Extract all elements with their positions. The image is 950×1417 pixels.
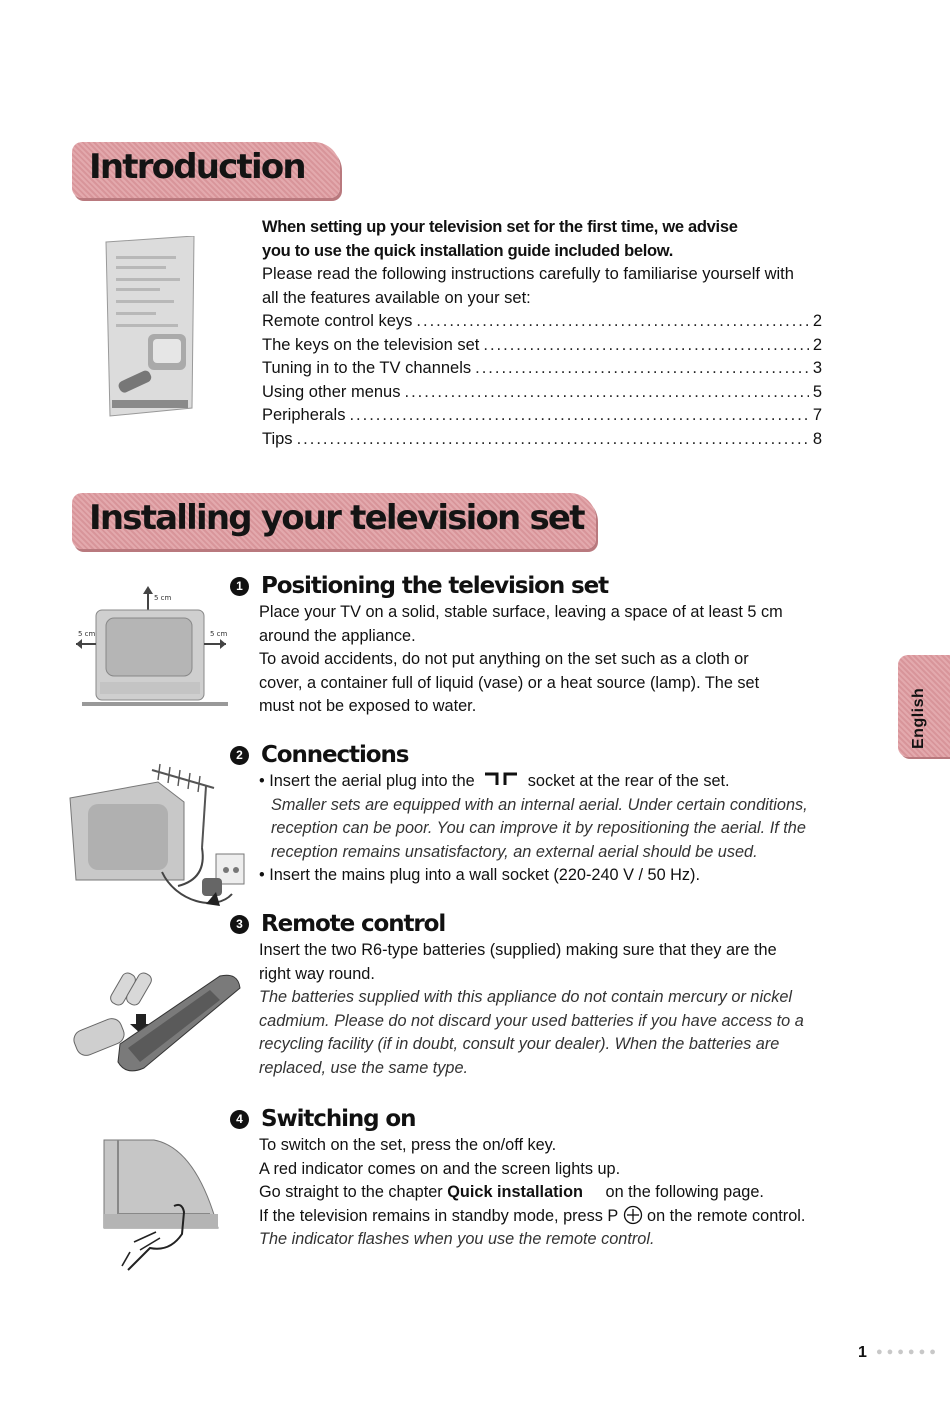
toc-label: Tuning in to the TV channels: [262, 359, 472, 377]
body-text: on the following page.: [605, 1183, 764, 1201]
toc-leader-dots: [475, 357, 809, 381]
italic-note-line: reception remains unsatisfactory, an external aerial should be used.: [271, 842, 758, 861]
body-line: Place your TV on a solid, stable surface, leaving a space of at least 5 cm: [259, 603, 783, 621]
body-line: around the appliance.: [259, 626, 416, 645]
toc-label: The keys on the television set: [262, 335, 480, 354]
italic-note-line: replaced, use the same type.: [259, 1058, 469, 1077]
body-line: To switch on the set, press the on/off key.: [259, 1136, 557, 1154]
toc-page: 7: [812, 406, 822, 424]
section-remote-control: [230, 909, 830, 1080]
toc-page: 3: [812, 359, 822, 377]
section-title-installing: Installing your television set: [89, 498, 584, 538]
bullet-text: • Insert the aerial plug into the: [259, 772, 475, 790]
section-positioning: [230, 571, 830, 719]
toc-label: Tips: [262, 429, 293, 448]
toc-label: Peripherals: [262, 406, 346, 424]
power-button-hand-illustration: [100, 1138, 224, 1272]
section-heading: Switching on: [261, 1106, 416, 1132]
bullet-aerial: [259, 770, 830, 794]
aerial-socket-icon: [483, 771, 519, 787]
intro-paragraph-line: all the features available on your set:: [262, 288, 531, 307]
bullet-text: socket at the rear of the set.: [527, 772, 730, 790]
bullet-mains: • Insert the mains plug into a wall socket (220-240 V / 50 Hz).: [259, 866, 700, 884]
language-tab-label: English: [910, 687, 927, 749]
italic-note-line: cadmium. Please do not discard your used batteries if you have access to a: [259, 1011, 804, 1030]
toc-label: Using other menus: [262, 382, 401, 401]
toc-entry: [262, 428, 822, 452]
section-switching-on: [230, 1104, 830, 1252]
body-line: A red indicator comes on and the screen lights up.: [259, 1159, 621, 1178]
clearance-label: 5 cm: [210, 630, 228, 638]
toc-leader-dots: [349, 404, 808, 428]
section-connections: [230, 740, 830, 888]
quick-guide-booklet-illustration: [104, 236, 199, 418]
body-line: must not be exposed to water.: [259, 697, 477, 715]
body-text: on the remote control.: [647, 1206, 806, 1225]
body-line: To avoid accidents, do not put anything on the set such as a cloth or: [259, 650, 749, 668]
page-number-dots: ●●●●●●: [876, 1346, 940, 1358]
toc-entry: [262, 334, 822, 358]
step-number-badge: 4: [230, 1110, 249, 1129]
toc-page: 8: [812, 429, 822, 448]
language-tab: [898, 655, 950, 757]
section-heading: Remote control: [261, 911, 446, 937]
intro-paragraph-line: Please read the following instructions carefully to familiarise yourself with: [262, 265, 794, 283]
remote-batteries-illustration: [70, 962, 246, 1078]
body-text: Go straight to the chapter: [259, 1183, 443, 1201]
body-line: cover, a container full of liquid (vase) or a heat source (lamp). The set: [259, 673, 760, 692]
section-heading: Positioning the television set: [261, 573, 608, 599]
toc-list: [262, 310, 822, 451]
italic-note-line: Smaller sets are equipped with an internal aerial. Under certain conditions,: [271, 795, 808, 814]
introduction-text: [262, 216, 822, 451]
intro-lead-line: you to use the quick installation guide included below.: [262, 241, 674, 260]
toc-leader-dots: [416, 310, 808, 334]
step-number-badge: 2: [230, 746, 249, 765]
installing-banner: [72, 493, 596, 549]
toc-page: 2: [812, 335, 822, 354]
toc-leader-dots: [405, 381, 809, 405]
clearance-label: 5 cm: [78, 630, 96, 638]
toc-entry: [262, 381, 822, 405]
section-title-introduction: Introduction: [89, 147, 305, 187]
italic-note-line: recycling facility (if in doubt, consult your dealer). When the batteries are: [259, 1035, 780, 1053]
standby-button-icon: [623, 1205, 643, 1225]
toc-label: Remote control keys: [262, 312, 413, 330]
introduction-banner: [72, 142, 340, 198]
body-line: right way round.: [259, 964, 375, 983]
quick-installation-reference: Quick installation: [447, 1183, 583, 1201]
toc-leader-dots: [483, 334, 808, 358]
body-line: Insert the two R6-type batteries (supplied) making sure that they are the: [259, 941, 777, 959]
italic-note-line: The batteries supplied with this appliance do not contain mercury or nickel: [259, 988, 793, 1006]
toc-entry: [262, 404, 822, 428]
page-number: 1: [858, 1344, 867, 1361]
tv-connections-illustration: [66, 752, 252, 914]
step-number-badge: 3: [230, 915, 249, 934]
toc-page: 2: [812, 312, 822, 330]
step-number-badge: 1: [230, 577, 249, 596]
italic-note-line: The indicator flashes when you use the remote control.: [259, 1230, 655, 1248]
italic-note-line: reception can be poor. You can improve it by repositioning the aerial. If the: [271, 819, 806, 837]
tv-positioning-illustration: [76, 586, 236, 710]
clearance-label: 5 cm: [154, 594, 172, 602]
intro-lead-line: When setting up your television set for the first time, we advise: [262, 218, 738, 236]
toc-entry: [262, 357, 822, 381]
toc-page: 5: [812, 382, 822, 401]
toc-entry: [262, 310, 822, 334]
body-text: If the television remains in standby mode, press P: [259, 1206, 618, 1225]
toc-leader-dots: [297, 428, 809, 452]
section-heading: Connections: [261, 742, 409, 768]
body-line-standby: [259, 1205, 830, 1229]
body-line-quick-installation: [259, 1181, 830, 1205]
